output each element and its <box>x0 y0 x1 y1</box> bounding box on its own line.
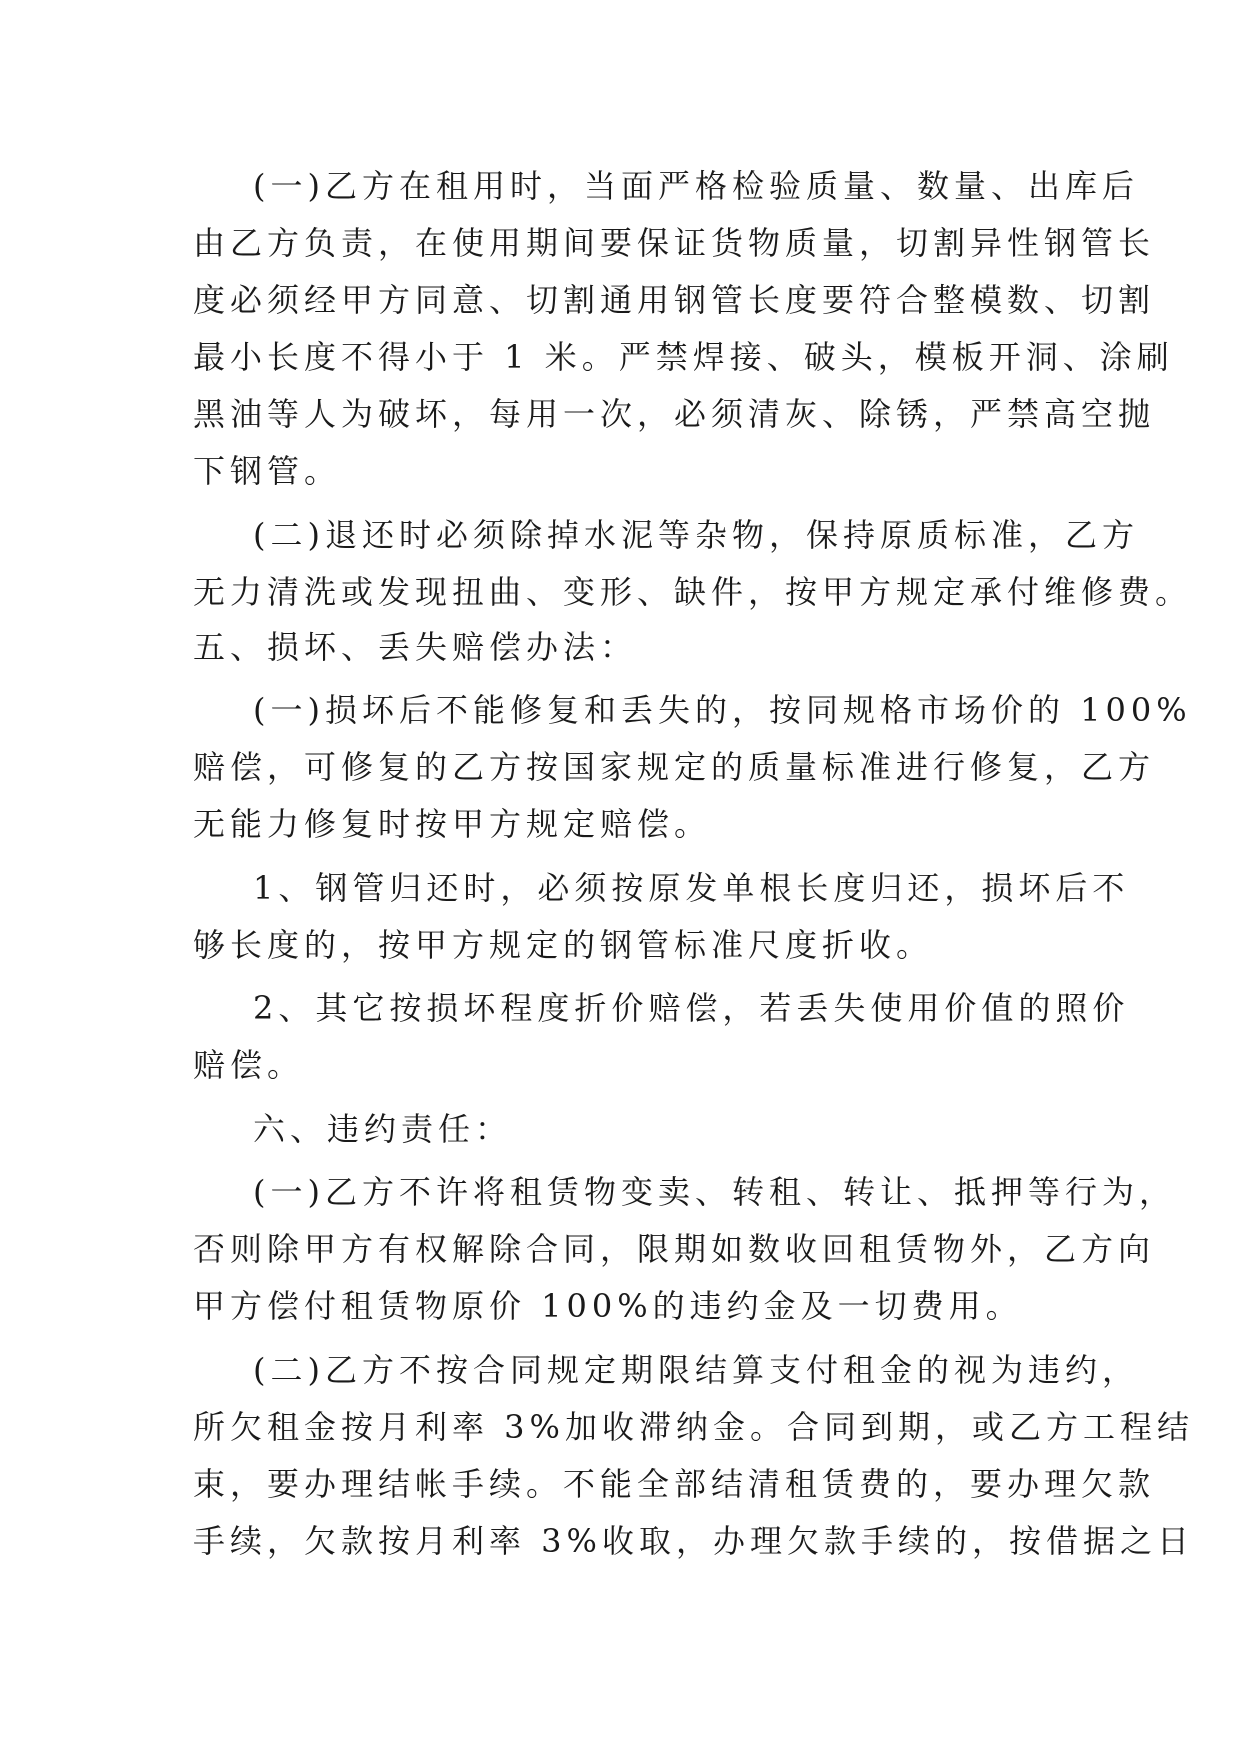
text-line: 所欠租金按月利率 3%加收滞纳金。合同到期，或乙方工程结 <box>193 1408 1194 1446</box>
text-line: 黑油等人为破坏，每用一次，必须清灰、除锈，严禁高空抛 <box>193 395 1156 433</box>
text-line: 无力清洗或发现扭曲、变形、缺件，按甲方规定承付维修费。 <box>193 573 1193 611</box>
text-line: (二)乙方不按合同规定期限结算支付租金的视为违约， <box>253 1351 1139 1389</box>
text-line: 赔偿，可修复的乙方按国家规定的质量标准进行修复，乙方 <box>193 748 1156 786</box>
text-line: 手续，欠款按月利率 3%收取，办理欠款手续的，按借据之日 <box>193 1522 1194 1560</box>
text-line: (一)损坏后不能修复和丢失的，按同规格市场价的 100% <box>253 691 1192 729</box>
text-line: (二)退还时必须除掉水泥等杂物，保持原质标准，乙方 <box>253 516 1139 554</box>
text-line: 束，要办理结帐手续。不能全部结清租赁费的，要办理欠款 <box>193 1465 1156 1503</box>
text-line: 否则除甲方有权解除合同，限期如数收回租赁物外，乙方向 <box>193 1230 1156 1268</box>
section-heading: 五、损坏、丢失赔偿办法： <box>193 628 638 666</box>
text-line: 最小长度不得小于 1 米。严禁焊接、破头，模板开洞、涂刷 <box>193 338 1174 376</box>
text-line: (一)乙方不许将租赁物变卖、转租、转让、抵押等行为， <box>253 1173 1176 1211</box>
text-line: (一)乙方在租用时，当面严格检验质量、数量、出库后 <box>253 167 1139 205</box>
section-heading: 六、违约责任： <box>253 1110 513 1148</box>
text-line: 够长度的，按甲方规定的钢管标准尺度折收。 <box>193 926 934 964</box>
text-line: 下钢管。 <box>193 452 342 490</box>
text-line: 赔偿。 <box>193 1046 305 1084</box>
text-line: 无能力修复时按甲方规定赔偿。 <box>193 805 712 843</box>
text-line: 度必须经甲方同意、切割通用钢管长度要符合整模数、切割 <box>193 281 1156 319</box>
text-line: 由乙方负责，在使用期间要保证货物质量，切割异性钢管长 <box>193 224 1156 262</box>
text-line: 2、其它按损坏程度折价赔偿，若丢失使用价值的照价 <box>253 989 1130 1027</box>
text-line: 甲方偿付租赁物原价 100%的违约金及一切费用。 <box>193 1287 1023 1325</box>
text-line: 1、钢管归还时，必须按原发单根长度归还，损坏后不 <box>253 869 1130 907</box>
